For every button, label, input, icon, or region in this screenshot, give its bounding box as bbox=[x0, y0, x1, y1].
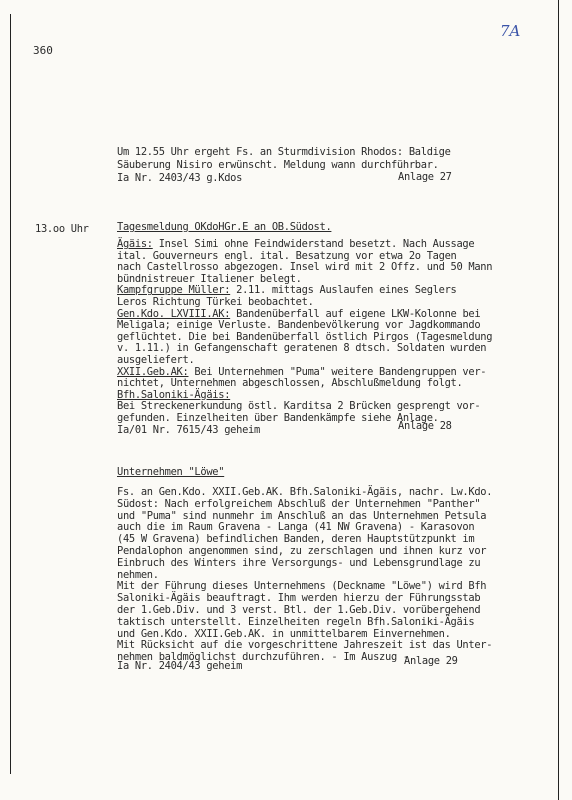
line-text: 2.11. mittags Auslaufen eines Seglers bbox=[230, 284, 457, 297]
block2-reference: Ia/01 Nr. 7615/43 geheim bbox=[117, 424, 260, 436]
block1-line-1: Um 12.55 Uhr ergeht Fs. an Sturmdivision Rhodos: Baldige bbox=[117, 146, 451, 158]
archive-mark: 7A bbox=[500, 22, 521, 40]
block3-anlage: Anlage 29 bbox=[404, 655, 458, 667]
block3-line: Saloniki-Ägäis beauftragt. Ihm werden hierzu der Führungsstab bbox=[117, 592, 481, 605]
block2-title: Tagesmeldung OKdoHGr.E an OB.Südost. bbox=[117, 221, 332, 233]
block3-line: nehmen baldmöglichst durchzuführen. - Im Auszug - bbox=[117, 651, 409, 664]
block3-title: Unternehmen "Löwe" bbox=[117, 466, 225, 478]
section-lead: Gen.Kdo. LXVIII.AK: bbox=[117, 307, 231, 320]
block3-line: (45 W Gravena) befindlichen Banden, deren Hauptstützpunkt im bbox=[117, 533, 475, 546]
line-text: Bei Streckenerkundung östl. Karditsa 2 Brücken gesprengt vor- bbox=[117, 400, 481, 413]
block1-reference: Ia Nr. 2403/43 g.Kdos bbox=[117, 172, 243, 184]
block3-line: nehmen. bbox=[117, 568, 159, 581]
section-lead: XXII.Geb.AK: bbox=[117, 365, 189, 378]
block3-line: taktisch unterstellt. Einzelheiten regeln Bfh.Saloniki-Ägäis bbox=[117, 615, 475, 628]
block3-line: Fs. an Gen.Kdo. XXII.Geb.AK. Bfh.Saloniki-Ägäis, nachr. Lw.Kdo. bbox=[117, 486, 493, 498]
block3-line: Einbruch des Winters ihre Versorgungs- und Lebensgrundlage zu bbox=[117, 556, 481, 569]
block3-line: Südost: Nach erfolgreichem Abschluß der Unternehmen "Panther" bbox=[117, 497, 481, 510]
block3-line: der 1.Geb.Div. und 3 verst. Btl. der 1.Geb.Div. vorübergehend bbox=[117, 604, 481, 616]
block3-line: Pendalophon angenommen sind, zu zerschlagen und ihnen kurz vor bbox=[117, 545, 487, 557]
page-number: 360 bbox=[33, 44, 53, 57]
line-text: bündnistreuer Italiener belegt. bbox=[117, 272, 302, 285]
section-lead: Kampfgruppe Müller: bbox=[117, 284, 231, 297]
line-text: v. 1.11.) in Gefangenschaft geratenen 8 dtsch. Soldaten wurden bbox=[117, 342, 487, 355]
line-text: nichtet, Unternehmen abgeschlossen, Abschlußmeldung folgt. bbox=[117, 377, 463, 390]
line-text: Bandenüberfall auf eigene LKW-Kolonne bei bbox=[230, 307, 481, 320]
line-text: Meligala; einige Verluste. Bandenbevölkerung vor Jagdkommando bbox=[117, 319, 481, 332]
line-text: Bei Unternehmen "Puma" weitere Bandengruppen ver- bbox=[188, 365, 487, 378]
block1-line-2: Säuberung Nisiro erwünscht. Meldung wann durchführbar. bbox=[117, 159, 439, 171]
left-binding-line bbox=[10, 14, 11, 774]
line-text: geflüchtet. Die bei Bandenüberfall östlich Pirgos (Tagesmeldung bbox=[117, 330, 493, 343]
right-binding-line bbox=[558, 0, 559, 800]
block3-line: und "Puma" sind nunmehr im Anschluß an das Unternehmen Petsula bbox=[117, 509, 487, 522]
line-text: Leros Richtung Türkei beobachtet. bbox=[117, 296, 314, 308]
section-lead: Ägäis: bbox=[117, 238, 153, 250]
block3-line: Mit der Führung dieses Unternehmens (Deckname "Löwe") wird Bfh bbox=[117, 580, 487, 593]
line-text: ital. Gouverneurs engl. ital. Besatzung vor etwa 2o Tagen bbox=[117, 249, 457, 262]
line-text: nach Castellrosso abgezogen. Insel wird mit 2 Offz. und 50 Mann bbox=[117, 261, 493, 274]
block2-time: 13.oo Uhr bbox=[35, 223, 89, 235]
block3-line: Mit Rücksicht auf die vorgeschrittene Jahreszeit ist das Unter- bbox=[117, 639, 493, 652]
block1-anlage: Anlage 27 bbox=[398, 171, 452, 183]
line-text: ausgeliefert. bbox=[117, 354, 195, 366]
block3-line: und Gen.Kdo. XXII.Geb.AK. in unmittelbarem Einvernehmen. bbox=[117, 627, 451, 640]
line-text: Insel Simi ohne Feindwiderstand besetzt. Nach Aussage bbox=[152, 238, 475, 250]
line-text: gefunden. Einzelheiten über Bandenkämpfe siehe Anlage. bbox=[117, 412, 439, 424]
block2-anlage: Anlage 28 bbox=[398, 420, 452, 432]
block3-reference: Ia Nr. 2404/43 geheim bbox=[117, 660, 243, 672]
section-lead: Bfh.Saloniki-Ägäis: bbox=[117, 388, 231, 401]
block3-line: auch die im Raum Gravena - Langa (41 NW Gravena) - Karasovon bbox=[117, 521, 475, 534]
